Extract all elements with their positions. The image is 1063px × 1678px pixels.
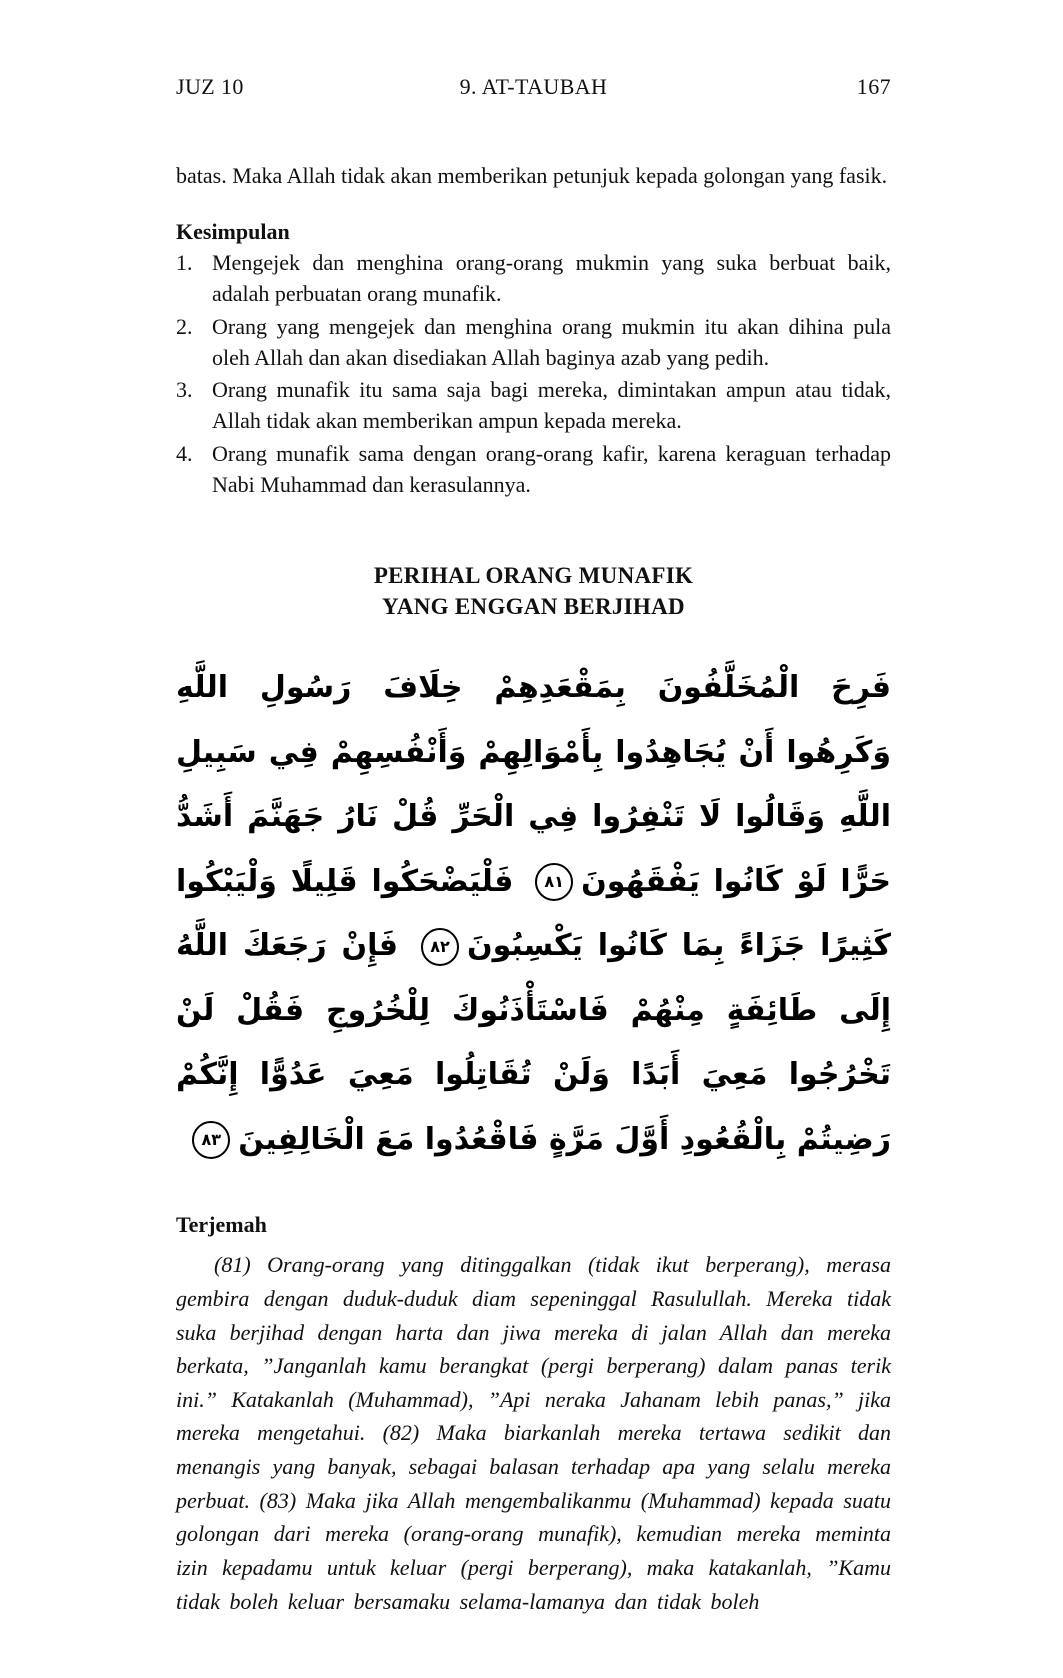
section-title-line2: YANG ENGGAN BERJIHAD [382,594,685,620]
terjemah-paragraph: (81) Orang-orang yang ditinggalkan (tidak ikut berperang), merasa gembira dengan duduk-duduk diam sepeninggal Rasulullah. Mereka tidak suka berjihad dengan harta dan jiwa mereka di jalan Allah dan mereka berkata, ”Janganlah kamu berangkat (pergi berperang) dalam panas terik ini.” Katakanlah (Muhammad), ”Api neraka Jahanam lebih panas,” jika mereka mengetahui. (82) Maka biarkanlah mereka tertawa sedikit dan menangis yang banyak, sebagai balasan terhadap apa yang selalu mereka perbuat. (83) Maka jika Allah mengembalikanmu (Muhammad) kepada suatu golongan dari mereka (orang-orang munafik), kemudian mereka meminta izin kepadamu untuk keluar (pergi berperang), maka katakanlah, ”Kamu tidak boleh keluar bersamaku selama-lamanya dan tidak boleh [176,1252,891,1614]
list-item-number: 1. [176,250,193,276]
aya-82-text: فَلْيَضْحَكُوا قَلِيلًا وَلْيَبْكُوا كَثِيرًا جَزَاءً بِمَا كَانُوا يَكْسِبُونَ [176,863,891,964]
list-item-text: Orang yang mengejek dan menghina orang mukmin itu akan dihina pula oleh Allah dan akan disediakan Allah baginya azab yang pedih. [212,313,891,370]
quran-verses-block [176,656,891,1172]
page-content [176,160,891,1618]
kesimpulan-item-2 [176,311,891,373]
kesimpulan-list [176,247,891,500]
section-title [176,560,891,622]
aya-82-number-badge: ٨٢ [421,928,459,966]
aya-81-text: فَرِحَ الْمُخَلَّفُونَ بِمَقْعَدِهِمْ خِلَافَ رَسُولِ اللَّهِ وَكَرِهُوا أَنْ يُجَاهِدُوا بِأَمْوَالِهِمْ وَأَنْفُسِهِمْ فِي سَبِيلِ اللَّهِ وَقَالُوا لَا تَنْفِرُوا فِي الْحَرِّ قُلْ نَارُ جَهَنَّمَ أَشَدُّ حَرًّا لَوْ كَانُوا يَفْقَهُونَ [176,670,891,899]
aya-83-number-badge: ٨٣ [192,1121,230,1159]
surah-title: 9. AT-TAUBAH [459,74,608,99]
terjemah-heading: Terjemah [176,1212,267,1238]
kesimpulan-item-4 [176,438,891,500]
aya-81-number-badge: ٨١ [535,863,573,901]
kesimpulan-heading: Kesimpulan [176,219,290,245]
page-header [176,74,891,100]
page-number: 167 [856,74,891,99]
kesimpulan-item-1 [176,247,891,309]
kesimpulan-item-3 [176,374,891,436]
section-title-line1: PERIHAL ORANG MUNAFIK [373,563,694,589]
list-item-text: Orang munafik itu sama saja bagi mereka, dimintakan ampun atau tidak, Allah tidak akan memberikan ampun kepada mereka. [212,377,891,434]
list-item-number: 3. [176,377,193,403]
list-item-number: 2. [176,313,193,339]
list-item-number: 4. [176,440,193,466]
list-item-text: Orang munafik sama dengan orang-orang kafir, karena keraguan terhadap Nabi Muhammad dan kerasulannya. [212,440,891,497]
aya-83-text: فَإِنْ رَجَعَكَ اللَّهُ إِلَى طَائِفَةٍ مِنْهُمْ فَاسْتَأْذَنُوكَ لِلْخُرُوجِ فَقُلْ لَنْ تَخْرُجُوا مَعِيَ أَبَدًا وَلَنْ تُقَاتِلُوا مَعِيَ عَدُوًّا إِنَّكُمْ رَضِيتُمْ بِالْقُعُودِ أَوَّلَ مَرَّةٍ فَاقْعُدُوا مَعَ الْخَالِفِينَ [176,928,891,1157]
intro-paragraph: batas. Maka Allah tidak akan memberikan petunjuk kepada golongan yang fasik. [176,163,888,188]
list-item-text: Mengejek dan menghina orang-orang mukmin yang suka berbuat baik, adalah perbuatan orang munafik. [212,250,891,307]
juz-label: JUZ 10 [176,74,244,99]
